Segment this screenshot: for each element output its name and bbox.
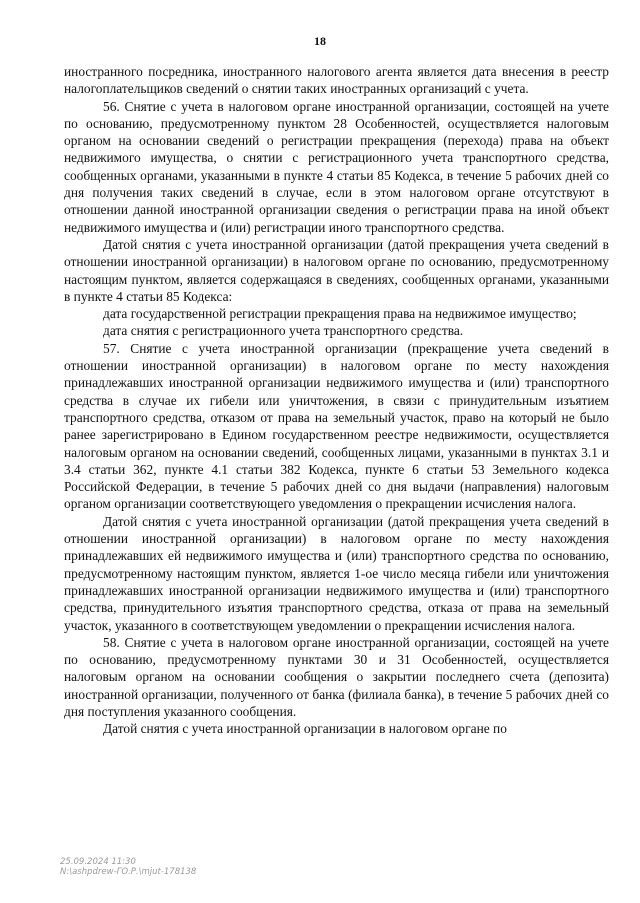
footer-file-path: N:\ashpdrew-ГО.Р.\mjut-178138 [60,867,197,877]
footer-timestamp: 25.09.2024 11:30 [60,857,136,867]
paragraph-continuation: иностранного посредника, иностранного налогового агента является дата внесения в реестр налогоплательщиков сведений о снятии таких иностранных организаций с учета. [64,64,609,97]
page-number: 18 [314,34,326,48]
paragraph-57-date: Датой снятия с учета иностранной организации (датой прекращения учета сведений в отношении иностранной организации) в налоговом органе по месту нахождения принадлежавших ей недвижимого имущества и (или) транспортного средства по основанию, предусмотренному настоящим пунктом, является 1-ое число месяца гибели или уничтожения принадлежавших иностранной организации недвижимого имущества и (или) транспортного средства, принудительного изъятия транспортного средства, отказа от права на земельный участок, указанного в соответствующем уведомлении о прекращении исчисления налога. [64,513,609,633]
paragraph-56: 56. Снятие с учета в налоговом органе иностранной организации, состоящей на учете по основанию, предусмотренному пунктом 28 Особенностей, осуществляется налоговым органом на основании сведений о регистрации прекращения (перехода) права на объект недвижимого имущества, о снятии с регистрационного учета транспортного средства, сообщенных органами, указанными в пункте 4 статьи 85 Кодекса, в течение 5 рабочих дней со дня получения таких сведений в случае, если в этом налоговом органе отсутствуют в отношении данной иностранной организации сведения о регистрации права на иной объект недвижимого имущества и (или) регистрации иного транспортного средства. [64,98,609,235]
paragraph-58-date: Датой снятия с учета иностранной организации в налоговом органе по [103,721,507,737]
document-body [64,63,609,738]
paragraph-58: 58. Снятие с учета в налоговом органе иностранной организации, состоящей на учете по основанию, предусмотренному пунктами 30 и 31 Особенностей, осуществляется налоговым органом на основании сообщения о закрытии последнего счета (депозита) иностранной организации, полученного от банка (филиала банка), в течение 5 рабочих дней со дня поступления указанного сообщения. [64,634,609,719]
paragraph-57: 57. Снятие с учета иностранной организации (прекращение учета сведений в отношении иностранной организации) в налоговом органе по месту нахождения принадлежавших иностранной организации недвижимого имущества и (или) транспортного средства в случае их гибели или уничтожения, в связи с принудительным изъятием транспортного средства, отказом от права на земельный участок, право на который не было ранее зарегистрировано в Едином государственном реестре недвижимости, осуществляется налоговым органом на основании сведений, сообщенных лицами, указанными в пунктах 3.1 и 3.4 статьи 362, пункте 4.1 статьи 382 Кодекса, пункте 6 статьи 53 Земельного кодекса Российской Федерации, в течение 5 рабочих дней со дня выдачи (направления) налоговым органом организации соответствующего уведомления о прекращении исчисления налога. [64,340,609,512]
paragraph-56-item-1: дата государственной регистрации прекращения права на недвижимое имущество; [103,306,577,322]
paragraph-56-item-2: дата снятия с регистрационного учета транспортного средства. [103,323,464,339]
document-footer [60,857,196,877]
paragraph-56-date: Датой снятия с учета иностранной организации (датой прекращения учета сведений в отношении иностранной организации) в налоговом органе по основанию, предусмотренному настоящим пунктом, является содержащаяся в сведениях, сообщенных органами, указанными в пункте 4 статьи 85 Кодекса: [64,236,609,304]
